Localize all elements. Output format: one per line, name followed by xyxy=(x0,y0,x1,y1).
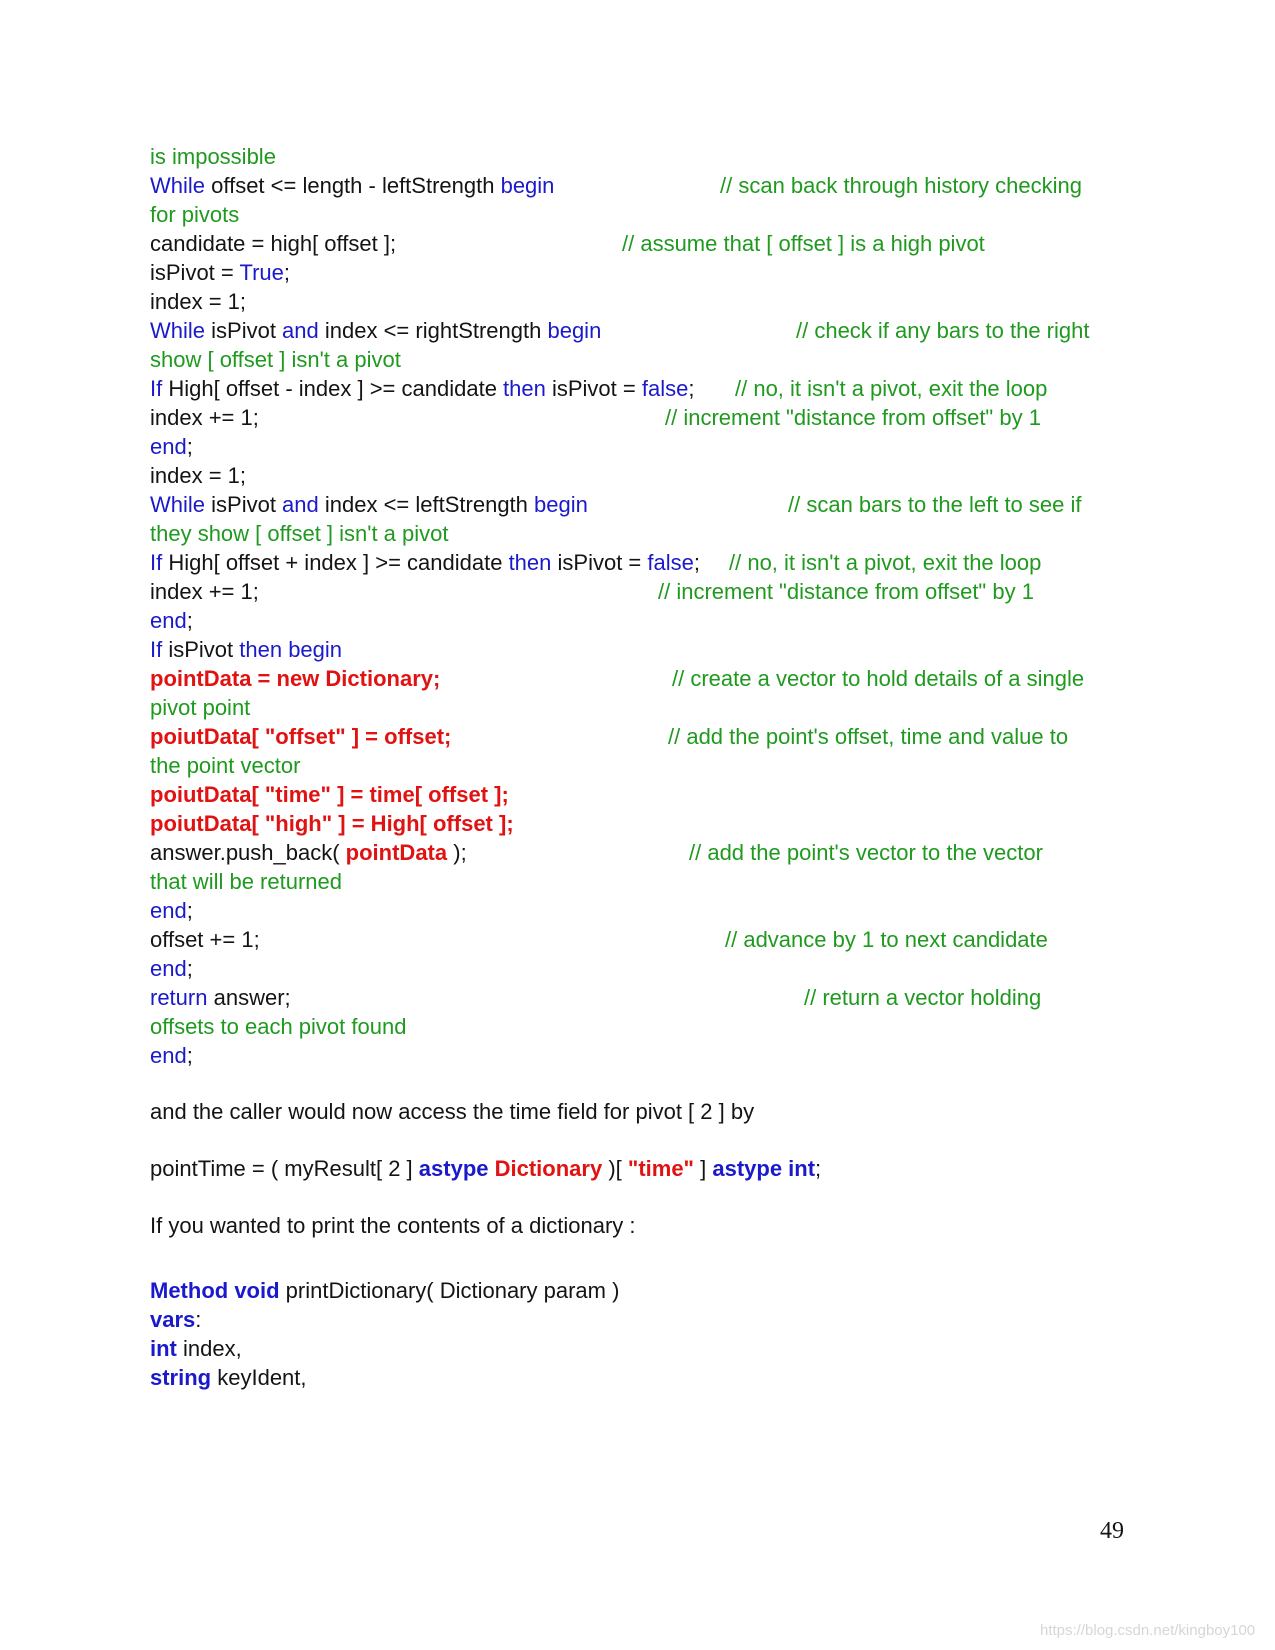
keyword: int xyxy=(150,1336,177,1361)
code-line-2 xyxy=(150,172,554,200)
code-text: ; xyxy=(283,260,291,285)
code-line-24: poiutData[ "high" ] = High[ offset ]; xyxy=(150,811,514,836)
code-line-20: pivot point xyxy=(150,695,251,720)
code-line-8: show [ offset ] isn't a pivot xyxy=(150,347,401,372)
keyword: begin xyxy=(534,492,588,517)
method-line-3 xyxy=(150,1335,242,1363)
code-comment-2: // scan back through history checking xyxy=(720,173,1082,198)
keyword: If xyxy=(150,550,163,575)
code-line-6: index = 1; xyxy=(150,289,247,314)
code-line-3: for pivots xyxy=(150,202,240,227)
watermark: https://blog.csdn.net/kingboy100 xyxy=(1040,1622,1256,1639)
code-line-1: is impossible xyxy=(150,144,276,169)
keyword: True xyxy=(239,260,284,285)
keyword: astype xyxy=(418,1156,489,1181)
code-line-12: index = 1; xyxy=(150,463,247,488)
code-line-7 xyxy=(150,317,601,345)
prose-line-1: and the caller would now access the time field for pivot [ 2 ] by xyxy=(150,1099,755,1124)
variable-highlight: pointData xyxy=(345,840,448,865)
code-line-16: index += 1; xyxy=(150,579,259,604)
code-text: )[ xyxy=(602,1156,628,1181)
code-line-30 xyxy=(150,984,291,1012)
code-comment-28: // advance by 1 to next candidate xyxy=(725,927,1048,952)
code-comment-30: // return a vector holding xyxy=(804,985,1042,1010)
code-comment-15: // no, it isn't a pivot, exit the loop xyxy=(729,550,1042,575)
keyword: then xyxy=(508,550,552,575)
keyword: end xyxy=(150,1043,187,1068)
code-text: ; xyxy=(693,550,700,575)
keyword: then xyxy=(503,376,546,401)
keyword: Method void xyxy=(150,1278,280,1303)
keyword: If xyxy=(150,376,163,401)
code-text: ; xyxy=(186,608,193,633)
code-line-5 xyxy=(150,259,290,287)
code-line-9 xyxy=(150,375,694,403)
code-text: ; xyxy=(186,434,193,459)
keyword: begin xyxy=(547,318,602,343)
keyword: If xyxy=(150,637,163,662)
code-text: answer.push_back( xyxy=(150,840,346,865)
code-line-21: poiutData[ "offset" ] = offset; xyxy=(150,724,452,749)
keyword: begin xyxy=(500,173,555,198)
code-line-19: pointData = new Dictionary; xyxy=(150,666,441,691)
method-line-1 xyxy=(150,1277,619,1305)
prose-line-3: If you wanted to print the contents of a dictionary : xyxy=(150,1213,636,1238)
string-highlight: "time" xyxy=(627,1156,694,1181)
code-comment-4: // assume that [ offset ] is a high pivot xyxy=(622,231,985,256)
code-line-27 xyxy=(150,897,193,925)
code-line-23: poiutData[ "time" ] = time[ offset ]; xyxy=(150,782,509,807)
keyword: end xyxy=(150,956,187,981)
keyword: then begin xyxy=(239,637,343,662)
keyword: While xyxy=(150,318,206,343)
code-text: isPivot xyxy=(162,637,240,662)
code-line-18 xyxy=(150,636,342,664)
keyword: string xyxy=(150,1365,212,1390)
code-comment-25: // add the point's vector to the vector xyxy=(689,840,1043,865)
code-text: offset <= length - leftStrength xyxy=(205,173,501,198)
code-comment-19: // create a vector to hold details of a single xyxy=(672,666,1085,691)
code-line-31: offsets to each pivot found xyxy=(150,1014,407,1039)
code-text: : xyxy=(195,1307,202,1332)
keyword: vars xyxy=(150,1307,196,1332)
prose-line-2 xyxy=(150,1155,821,1183)
keyword: While xyxy=(150,173,206,198)
code-text: index <= leftStrength xyxy=(318,492,535,517)
code-text: isPivot = xyxy=(150,260,240,285)
code-text: isPivot = xyxy=(551,550,648,575)
code-line-4: candidate = high[ offset ]; xyxy=(150,231,397,256)
code-text: High[ offset + index ] >= candidate xyxy=(162,550,509,575)
code-comment-13: // scan bars to the left to see if xyxy=(788,492,1082,517)
code-line-26: that will be returned xyxy=(150,869,342,894)
code-line-13 xyxy=(150,491,588,519)
code-text: index <= rightStrength xyxy=(318,318,548,343)
code-comment-16: // increment "distance from offset" by 1 xyxy=(658,579,1034,604)
code-comment-10: // increment "distance from offset" by 1 xyxy=(665,405,1041,430)
code-text: ; xyxy=(815,1156,822,1181)
code-comment-7: // check if any bars to the right xyxy=(796,318,1090,343)
keyword: and xyxy=(282,492,319,517)
code-comment-21: // add the point's offset, time and value to xyxy=(668,724,1069,749)
code-text: answer; xyxy=(207,985,291,1010)
keyword: astype int xyxy=(712,1156,816,1181)
code-text: ; xyxy=(186,1043,193,1068)
code-line-10: index += 1; xyxy=(150,405,259,430)
code-comment-9: // no, it isn't a pivot, exit the loop xyxy=(735,376,1048,401)
code-line-17 xyxy=(150,607,193,635)
code-text: keyIdent, xyxy=(211,1365,307,1390)
code-text: ; xyxy=(186,898,193,923)
code-text: High[ offset - index ] >= candidate xyxy=(162,376,504,401)
code-text: isPivot xyxy=(205,318,283,343)
keyword: end xyxy=(150,434,187,459)
code-line-32 xyxy=(150,1042,193,1070)
code-line-29 xyxy=(150,955,193,983)
code-text: pointTime = ( myResult[ 2 ] xyxy=(150,1156,419,1181)
code-line-22: the point vector xyxy=(150,753,301,778)
code-text: ] xyxy=(694,1156,713,1181)
code-line-25 xyxy=(150,839,467,867)
keyword: and xyxy=(282,318,319,343)
code-text: ; xyxy=(186,956,193,981)
code-line-11 xyxy=(150,433,193,461)
code-line-14: they show [ offset ] isn't a pivot xyxy=(150,521,449,546)
code-text: ); xyxy=(447,840,467,865)
keyword: false xyxy=(641,376,689,401)
keyword: While xyxy=(150,492,206,517)
code-line-15 xyxy=(150,549,700,577)
code-line-28: offset += 1; xyxy=(150,927,260,952)
code-text: printDictionary( Dictionary param ) xyxy=(279,1278,620,1303)
method-line-4 xyxy=(150,1364,307,1392)
keyword: false xyxy=(647,550,694,575)
code-text: isPivot = xyxy=(545,376,642,401)
page-number: 49 xyxy=(1100,1518,1124,1544)
keyword: end xyxy=(150,898,187,923)
keyword: end xyxy=(150,608,187,633)
code-text: isPivot xyxy=(205,492,283,517)
code-text: ; xyxy=(688,376,695,401)
method-line-2 xyxy=(150,1306,201,1334)
type-highlight: Dictionary xyxy=(494,1156,603,1181)
keyword: return xyxy=(150,985,208,1010)
code-text: index, xyxy=(176,1336,242,1361)
